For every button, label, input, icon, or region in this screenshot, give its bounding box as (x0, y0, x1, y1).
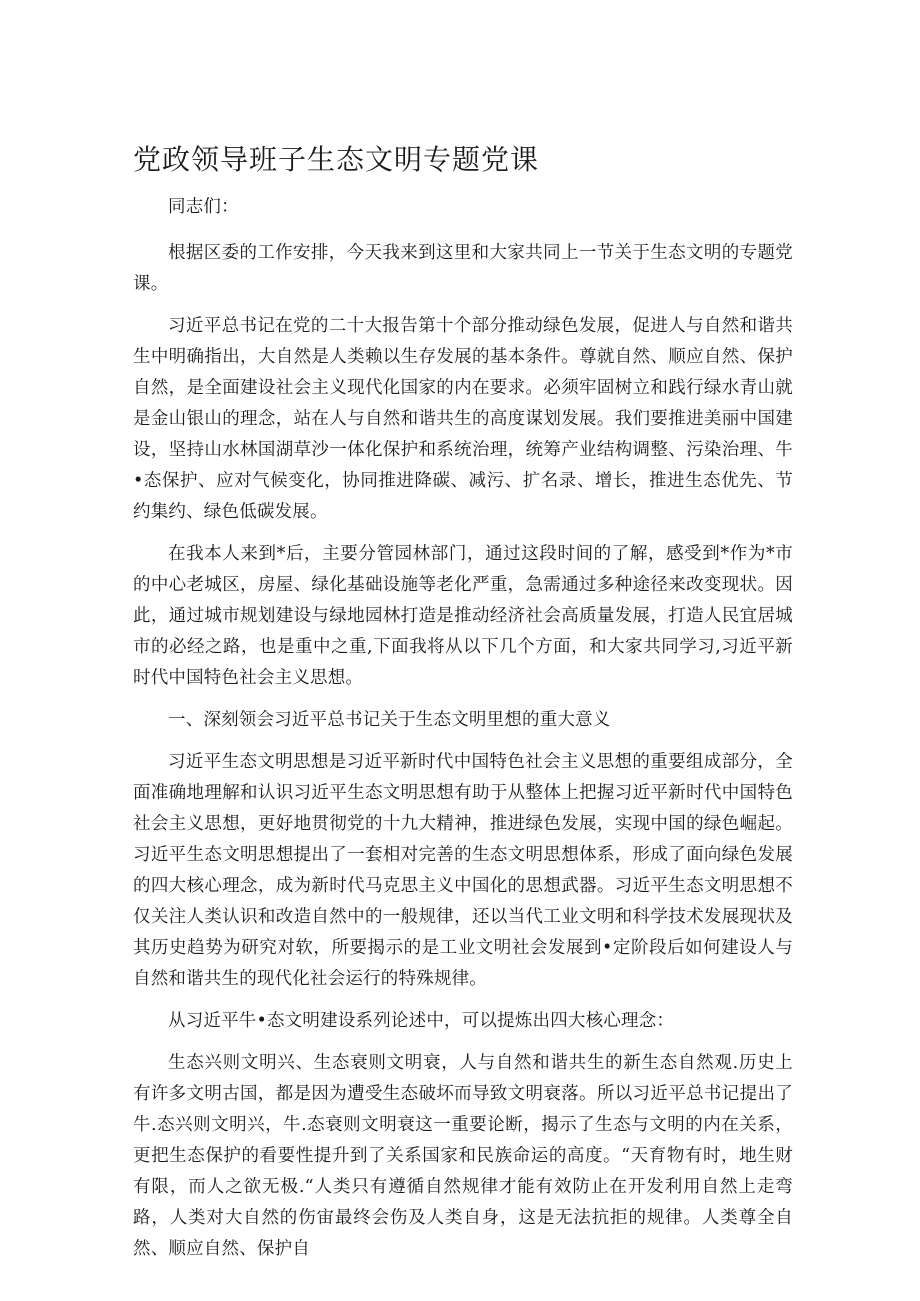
document-title: 党政领导班子生态文明专题党课 (133, 143, 540, 176)
paragraph-local-situation: 在我本人来到*后，主要分管园林部门，通过这段时间的了解，感受到*作为*市的中心老城区，房屋、绿化基础设施等老化严重，急需通过多种途径来改变现状。因此，通过城市规划建设与绿地园林打造是推动经济社会高质量发展，打造人民宜居城市的必经之路，也是重中之重,下面我将从以下几个方面，和大家共同学习,习近平新时代中国特色社会主义思想。 (133, 544, 793, 688)
paragraph-concept-one: 生态兴则文明兴、生态衰则文明衰，人与自然和谐共生的新生态自然观.历史上有许多文明古国，都是因为遭受生态破坏而导致文明衰落。所以习近平总书记提出了牛.态兴则文明兴，牛.态衰则文明衰这一重要论断，揭示了生态与文明的内在关系，更把生态保护的看要性提升到了关系国家和民族命运的高度。“天育物有时，地生财有限，而人之欲无极.“人类只有遵循自然规律才能有效防止在开发利用自然上走弯路，人类对大自然的伤宙最终会伤及人类自身，这是无法抗拒的规律。人类尊全自然、顺应自然、保护自 (133, 1053, 793, 1259)
salutation: 同志们： (168, 197, 239, 217)
paragraph-report: 习近平总书记在党的二十大报告第十个部分推动绿色发展，促进人与自然和谐共生中明确指出，大自然是人类赖以生存发展的基本条件。尊就自然、顺应自然、保护自然，是全面建设社会主义现代化国家的内在要求。必须牢固树立和践行绿水青山就是金山银山的理念，站在人与自然和谐共生的高度谋划发展。我们要推进美丽中国建设，坚持山水林国湖草沙一体化保护和系统治理，统筹产业结构调整、污染治理、牛•态保护、应对气候变化，协同推进降碳、减污、扩名录、增长，推进生态优先、节约集约、绿色低碳发展。 (133, 316, 793, 522)
section-heading-one: 一、深刻领会习近平总书记关于生态文明里想的重大意义 (168, 710, 611, 730)
document-body (133, 192, 793, 1276)
paragraph-four-concepts-intro: 从习近平牛•态文明建设系列论述中，可以提炼出四大核心理念： (168, 1011, 675, 1031)
paragraph-intro: 根据区委的工作安排，今天我来到这里和大家共同上一节关于生态文明的专题党课。 (133, 243, 793, 294)
paragraph-significance: 习近平生态文明思想是习近平新时代中国特色社会主义思想的重要组成部分，全面准确地理解和认识习近平生态文明思想有助于从整体上把握习近平新时代中国特色社会主义思想，更好地贯彻党的十九大精神，推进绿色发展，实现中国的绿色崛起。习近平生态文明思想提出了一套相对完善的生态文明思想体系，形成了面向绿色发展的四大核心理念，成为新时代马克思主义中国化的思想武器。习近平生态文明思想不仅关注人类认识和改造自然中的一般规律，还以当代工业文明和科学技术发展现状及其历史趋势为研究对软，所要揭示的是工业文明社会发展到•定阶段后如何建设人与自然和谐共生的现代化社会运行的特殊规律。 (133, 752, 793, 989)
